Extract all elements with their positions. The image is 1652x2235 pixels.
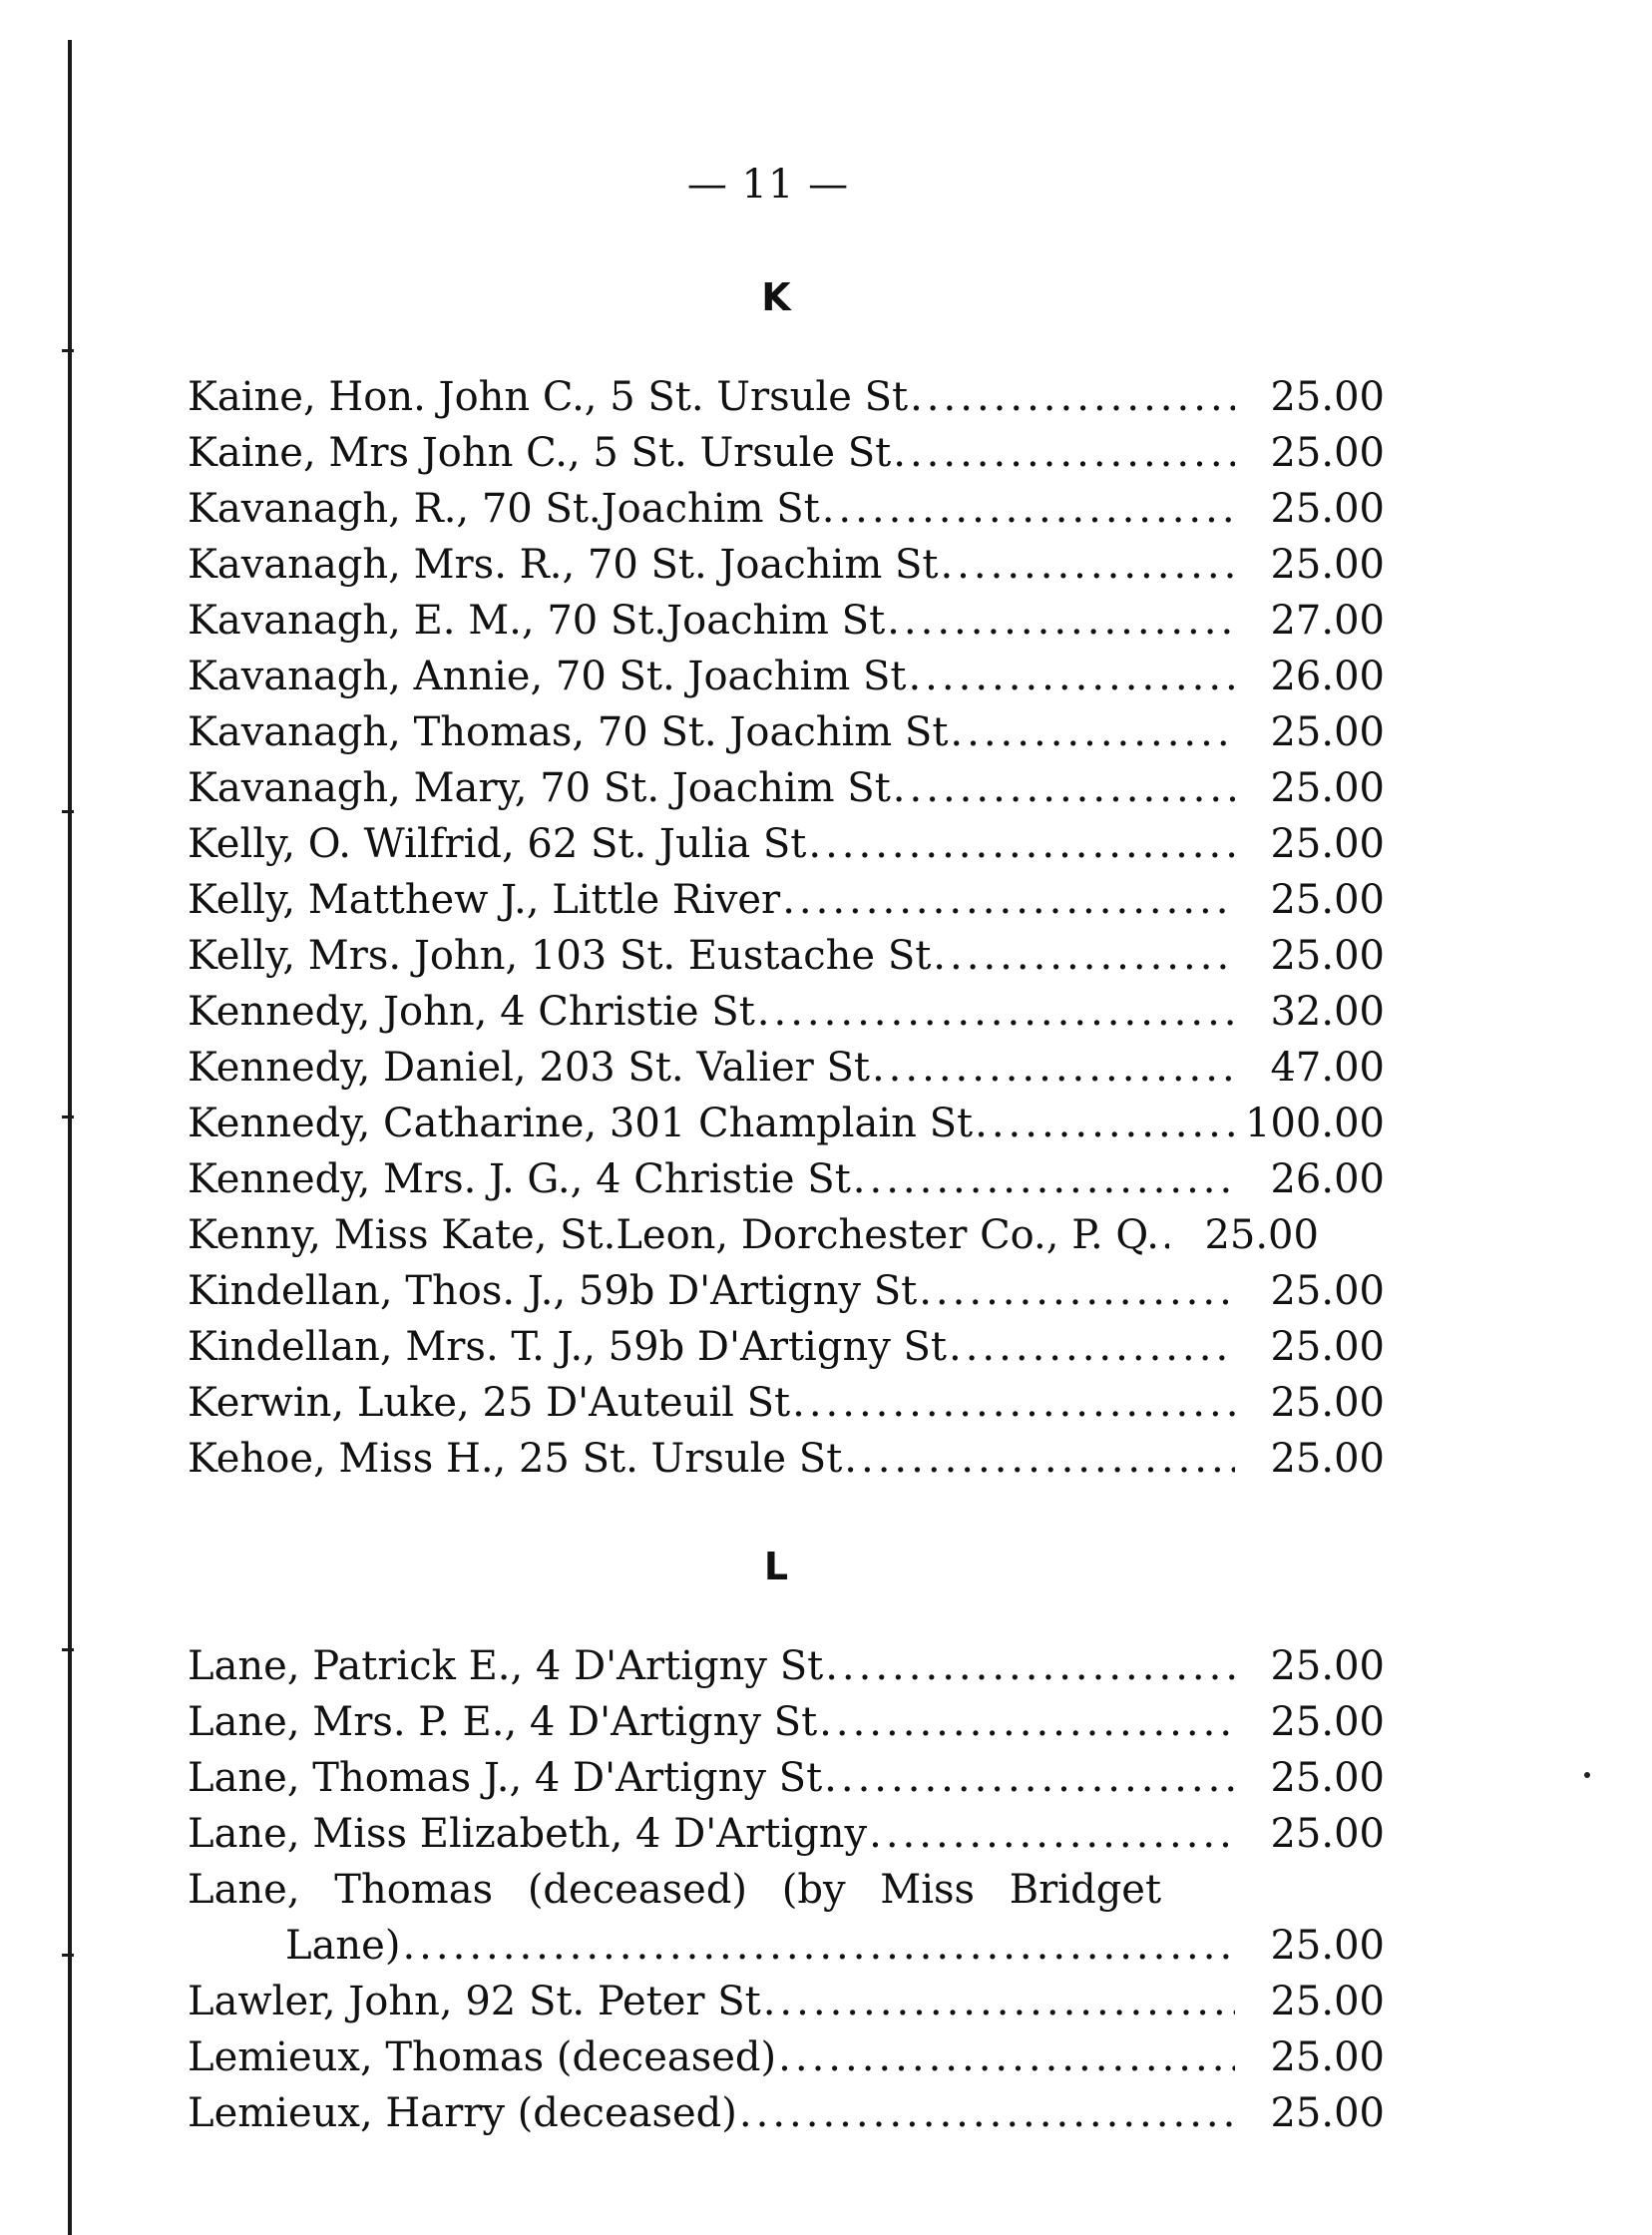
dot-leader	[400, 1918, 1235, 1974]
dot-leader	[822, 1750, 1235, 1806]
dot-leader	[806, 816, 1235, 872]
entry-name: Lane, Thomas J., 4 D'Artigny St	[188, 1755, 823, 1801]
list-item	[188, 1750, 1385, 1806]
entry-name: Kenny, Miss Kate, St.Leon, Dorchester Co., P. Q.	[188, 1212, 1159, 1258]
dot-leader	[842, 1431, 1235, 1487]
entry-amount: 25.00	[1270, 374, 1385, 420]
entry-amount: 25.00	[1270, 1755, 1385, 1801]
list-item	[188, 425, 1385, 481]
entry-amount: 25.00	[1270, 430, 1385, 476]
entry-name: Kelly, Matthew J., Little River	[188, 877, 781, 923]
entry-name: Kennedy, Mrs. J. G., 4 Christie St	[188, 1156, 851, 1202]
entry-amount: 25.00	[1270, 1699, 1385, 1745]
dot-leader	[761, 1974, 1235, 2029]
list-item	[188, 1862, 1385, 1918]
entry-name: Lemieux, Harry (deceased)	[188, 2090, 737, 2136]
entry-amount: 25.00	[1270, 765, 1385, 811]
section-heading-l: L	[763, 1545, 789, 1588]
dot-leader	[885, 593, 1235, 649]
entry-amount: 25.00	[1270, 877, 1385, 923]
dot-leader	[908, 369, 1235, 425]
binding-mark	[62, 1648, 74, 1651]
list-item	[188, 481, 1385, 537]
entry-name: Kavanagh, E. M., 70 St.Joachim St	[188, 598, 886, 644]
entry-amount: 25.00	[1270, 1811, 1385, 1857]
list-item	[188, 1096, 1385, 1151]
list-item-continuation	[188, 1918, 1385, 1974]
entry-amount: 25.00	[1270, 1979, 1385, 2024]
list-item	[188, 704, 1385, 760]
dot-leader	[906, 649, 1235, 704]
entry-name: Kindellan, Mrs. T. J., 59b D'Artigny St	[188, 1324, 947, 1370]
entry-name: Kerwin, Luke, 25 D'Auteuil St	[188, 1380, 791, 1426]
list-item	[188, 1319, 1385, 1375]
dot-leader	[776, 2029, 1235, 2085]
entry-name: Kennedy, Catharine, 301 Champlain St	[188, 1101, 974, 1146]
entry-amount: 25.00	[1270, 2034, 1385, 2080]
section-k-list	[188, 369, 1385, 1487]
entry-name: Kelly, O. Wilfrid, 62 St. Julia St	[188, 821, 807, 867]
entry-amount: 25.00	[1204, 1212, 1319, 1258]
list-item	[188, 1431, 1385, 1487]
binding-edge-line	[68, 40, 72, 2235]
list-item	[188, 816, 1385, 872]
entry-amount: 47.00	[1270, 1045, 1385, 1091]
list-item	[188, 1375, 1385, 1431]
entry-amount: 100.00	[1245, 1101, 1385, 1146]
dot-leader	[938, 537, 1235, 593]
entry-amount: 26.00	[1270, 654, 1385, 699]
entry-name: Lemieux, Thomas (deceased)	[188, 2034, 777, 2080]
list-item	[188, 1694, 1385, 1750]
dot-leader	[917, 1263, 1235, 1319]
entry-amount: 25.00	[1270, 486, 1385, 532]
entry-name: Kehoe, Miss H., 25 St. Ursule St	[188, 1436, 843, 1482]
list-item	[188, 1974, 1385, 2029]
entry-name: Lane, Patrick E., 4 D'Artigny St	[188, 1643, 824, 1689]
list-item	[188, 1151, 1385, 1207]
stray-ink-dot	[1584, 1772, 1590, 1778]
dot-leader	[931, 928, 1235, 984]
entry-name: Kavanagh, R., 70 St.Joachim St	[188, 486, 820, 532]
entry-amount: 25.00	[1270, 1324, 1385, 1370]
entry-name: Lane, Thomas (deceased) (by Miss Bridget	[188, 1867, 1162, 1913]
entry-name: Kennedy, John, 4 Christie St	[188, 989, 755, 1035]
entry-amount: 27.00	[1270, 598, 1385, 644]
dot-leader	[790, 1375, 1235, 1431]
dot-leader	[823, 1638, 1235, 1694]
entry-amount: 32.00	[1270, 989, 1385, 1035]
binding-mark	[62, 349, 74, 352]
entry-amount: 26.00	[1270, 1156, 1385, 1202]
list-item	[188, 984, 1385, 1040]
entry-amount: 25.00	[1270, 2090, 1385, 2136]
entry-name: Kavanagh, Annie, 70 St. Joachim St	[188, 654, 907, 699]
entry-name: Kavanagh, Thomas, 70 St. Joachim St	[188, 709, 949, 755]
binding-mark	[62, 1954, 74, 1957]
list-item	[188, 1806, 1385, 1862]
entry-amount: 25.00	[1270, 1643, 1385, 1689]
list-item	[188, 872, 1385, 928]
list-item	[188, 760, 1385, 816]
section-heading-k: K	[761, 275, 791, 319]
entry-name: Kavanagh, Mary, 70 St. Joachim St	[188, 765, 891, 811]
entry-name: Kavanagh, Mrs. R., 70 St. Joachim St	[188, 542, 939, 588]
entry-amount: 25.00	[1270, 1923, 1385, 1969]
list-item	[188, 2029, 1385, 2085]
entry-amount: 25.00	[1270, 933, 1385, 979]
list-item	[188, 537, 1385, 593]
dot-leader	[947, 1319, 1235, 1375]
entry-name: Kindellan, Thos. J., 59b D'Artigny St	[188, 1268, 918, 1314]
entry-name: Kennedy, Daniel, 203 St. Valier St	[188, 1045, 870, 1091]
entry-name: Kaine, Hon. John C., 5 St. Ursule St	[188, 374, 909, 420]
dot-leader	[780, 872, 1235, 928]
entry-name: Kaine, Mrs John C., 5 St. Ursule St	[188, 430, 892, 476]
list-item	[188, 2085, 1385, 2141]
binding-mark	[62, 1116, 74, 1118]
dot-leader	[737, 2085, 1235, 2141]
list-item	[188, 1207, 1385, 1263]
entry-continuation: Lane)	[285, 1923, 401, 1969]
dot-leader	[973, 1096, 1235, 1151]
entry-name: Kelly, Mrs. John, 103 St. Eustache St	[188, 933, 932, 979]
list-item	[188, 1040, 1385, 1096]
dot-leader	[851, 1151, 1235, 1207]
list-item	[188, 1263, 1385, 1319]
binding-mark	[62, 810, 74, 813]
entry-amount: 25.00	[1270, 709, 1385, 755]
dot-leader	[870, 1040, 1235, 1096]
entry-amount: 25.00	[1270, 1268, 1385, 1314]
dot-leader	[891, 425, 1235, 481]
page-number: — 11 —	[686, 162, 850, 208]
list-item	[188, 1638, 1385, 1694]
entry-amount: 25.00	[1270, 821, 1385, 867]
entry-name: Lawler, John, 92 St. Peter St	[188, 1979, 761, 2024]
dot-leader	[755, 984, 1235, 1040]
entry-name: Lane, Mrs. P. E., 4 D'Artigny St	[188, 1699, 818, 1745]
list-item	[188, 928, 1385, 984]
list-item	[188, 593, 1385, 649]
list-item	[188, 649, 1385, 704]
entry-amount: 25.00	[1270, 542, 1385, 588]
dot-leader	[891, 760, 1235, 816]
list-item	[188, 369, 1385, 425]
entry-amount: 25.00	[1270, 1436, 1385, 1482]
dot-leader	[817, 1694, 1235, 1750]
section-l-list	[188, 1638, 1385, 2141]
dot-leader	[867, 1806, 1235, 1862]
entry-name: Lane, Miss Elizabeth, 4 D'Artigny	[188, 1811, 868, 1857]
dot-leader	[948, 704, 1235, 760]
dot-leader	[820, 481, 1235, 537]
entry-amount: 25.00	[1270, 1380, 1385, 1426]
dot-leader	[1159, 1207, 1169, 1263]
